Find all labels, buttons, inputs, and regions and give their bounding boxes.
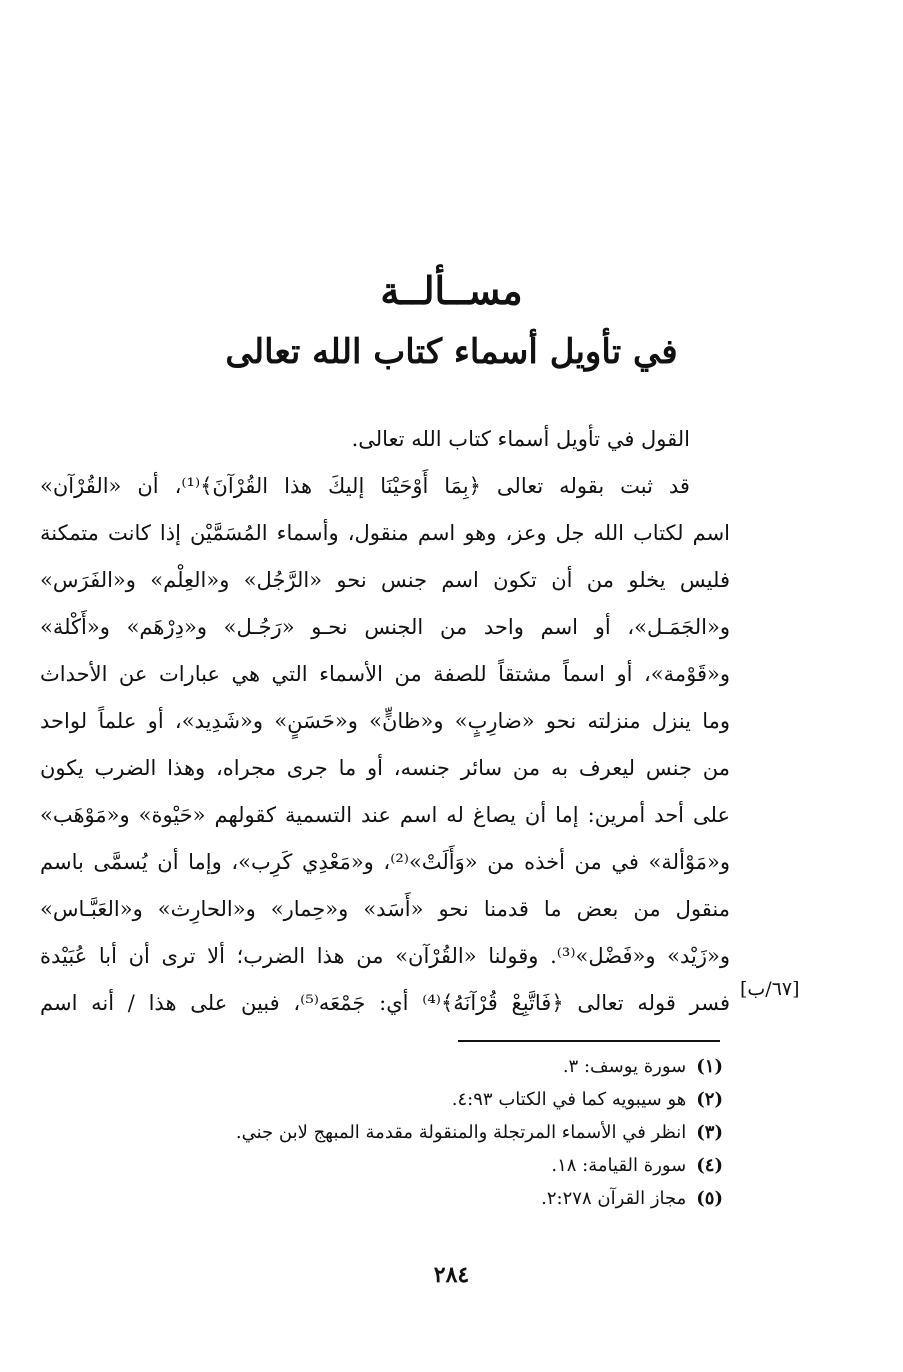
body-line: فسر قوله تعالى ﴿فَاتَّبِعْ قُرْآنَهُ﴾⁽⁴⁾ أي: جَمْعَه⁽⁵⁾، فبين على هذا / أنه اسم: [40, 991, 730, 1015]
footnote: [203, 1182, 723, 1215]
body-line: على أحد أمرين: إما أن يصاغ له اسم عند التسمية كقولهم «حَيْوة» و«مَوْهَب»: [40, 803, 730, 827]
footnotes: [203, 1050, 723, 1215]
footnote-text: سورة يوسف: ٣.: [562, 1056, 687, 1077]
footnote-text: سورة القيامة: ١٨.: [551, 1155, 687, 1176]
body-line: و«مَوْألة» في من أخذه من «وَأَلَتْ»⁽²⁾، و«مَعْدِي كَرِب»، وإما أن يُسمَّى باسم: [40, 850, 730, 874]
body-line: قد ثبت بقوله تعالى ﴿بِمَا أَوْحَيْنَا إليكَ هذا القُرْآنَ﴾⁽¹⁾، أن «القُرْآن»: [40, 474, 690, 498]
body-line: القول في تأويل أسماء كتاب الله تعالى.: [351, 427, 690, 451]
chapter-title: مســألــة: [380, 268, 523, 313]
footnote-text: هو سيبويه كما في الكتاب ٤:٩٣.: [451, 1089, 687, 1110]
footnote: [203, 1083, 723, 1116]
footnote-text: مجاز القرآن ٢:٢٧٨.: [541, 1188, 687, 1209]
footnote-number: (٤): [696, 1155, 723, 1176]
page-number: ٢٨٤: [433, 1262, 470, 1288]
chapter-subtitle: في تأويل أسماء كتاب الله تعالى: [225, 332, 678, 372]
footnote-text: انظر في الأسماء المرتجلة والمنقولة مقدمة المبهج لابن جني.: [235, 1122, 687, 1143]
body-text: [40, 416, 730, 1027]
body-line: من جنس ليعرف به من سائر جنسه، أو ما جرى مجراه، وهذا الضرب يكون: [40, 756, 730, 780]
footnote: [203, 1050, 723, 1083]
body-line: و«الجَمَـل»، أو اسم واحد من الجنس نحـو «رَجُـل» و«دِرْهَم» و«أَكْلة»: [40, 615, 730, 639]
footnote-number: (٢): [696, 1089, 723, 1110]
footnote: [203, 1149, 723, 1182]
manuscript-folio-marker: [٦٧/ب]: [740, 978, 800, 1000]
body-line: و«زَيْد» و«فَضْل»⁽³⁾. وقولنا «القُرْآن» من هذا الضرب؛ ألا ترى أن أبا عُبَيْدة: [40, 944, 731, 968]
body-line: منقول من بعض ما قدمنا نحو «أَسَد» و«حِمار» و«الحارِث» و«العَبَّـاس»: [40, 897, 730, 921]
footnote-number: (٥): [696, 1188, 723, 1209]
footnote-number: (٣): [696, 1122, 723, 1143]
footnote-divider: [458, 1040, 720, 1042]
footnote-number: (١): [696, 1056, 723, 1077]
body-line: فليس يخلو من أن تكون اسم جنس نحو «الرَّجُل» و«العِلْم» و«الفَرَس»: [40, 568, 730, 592]
body-line: اسم لكتاب الله جل وعز، وهو اسم منقول، وأسماء المُسَمَّيْن إذا كانت متمكنة: [40, 521, 730, 545]
body-line: وما ينزل منزلته نحو «ضارِبٍ» و«ظانٍّ» و«حَسَنٍ» و«شَدِيد»، أو علماً لواحد: [40, 709, 730, 733]
footnote: [203, 1116, 723, 1149]
body-line: و«قَوْمة»، أو اسماً مشتقاً للصفة من الأسماء التي هي عبارات عن الأحداث: [40, 662, 730, 686]
